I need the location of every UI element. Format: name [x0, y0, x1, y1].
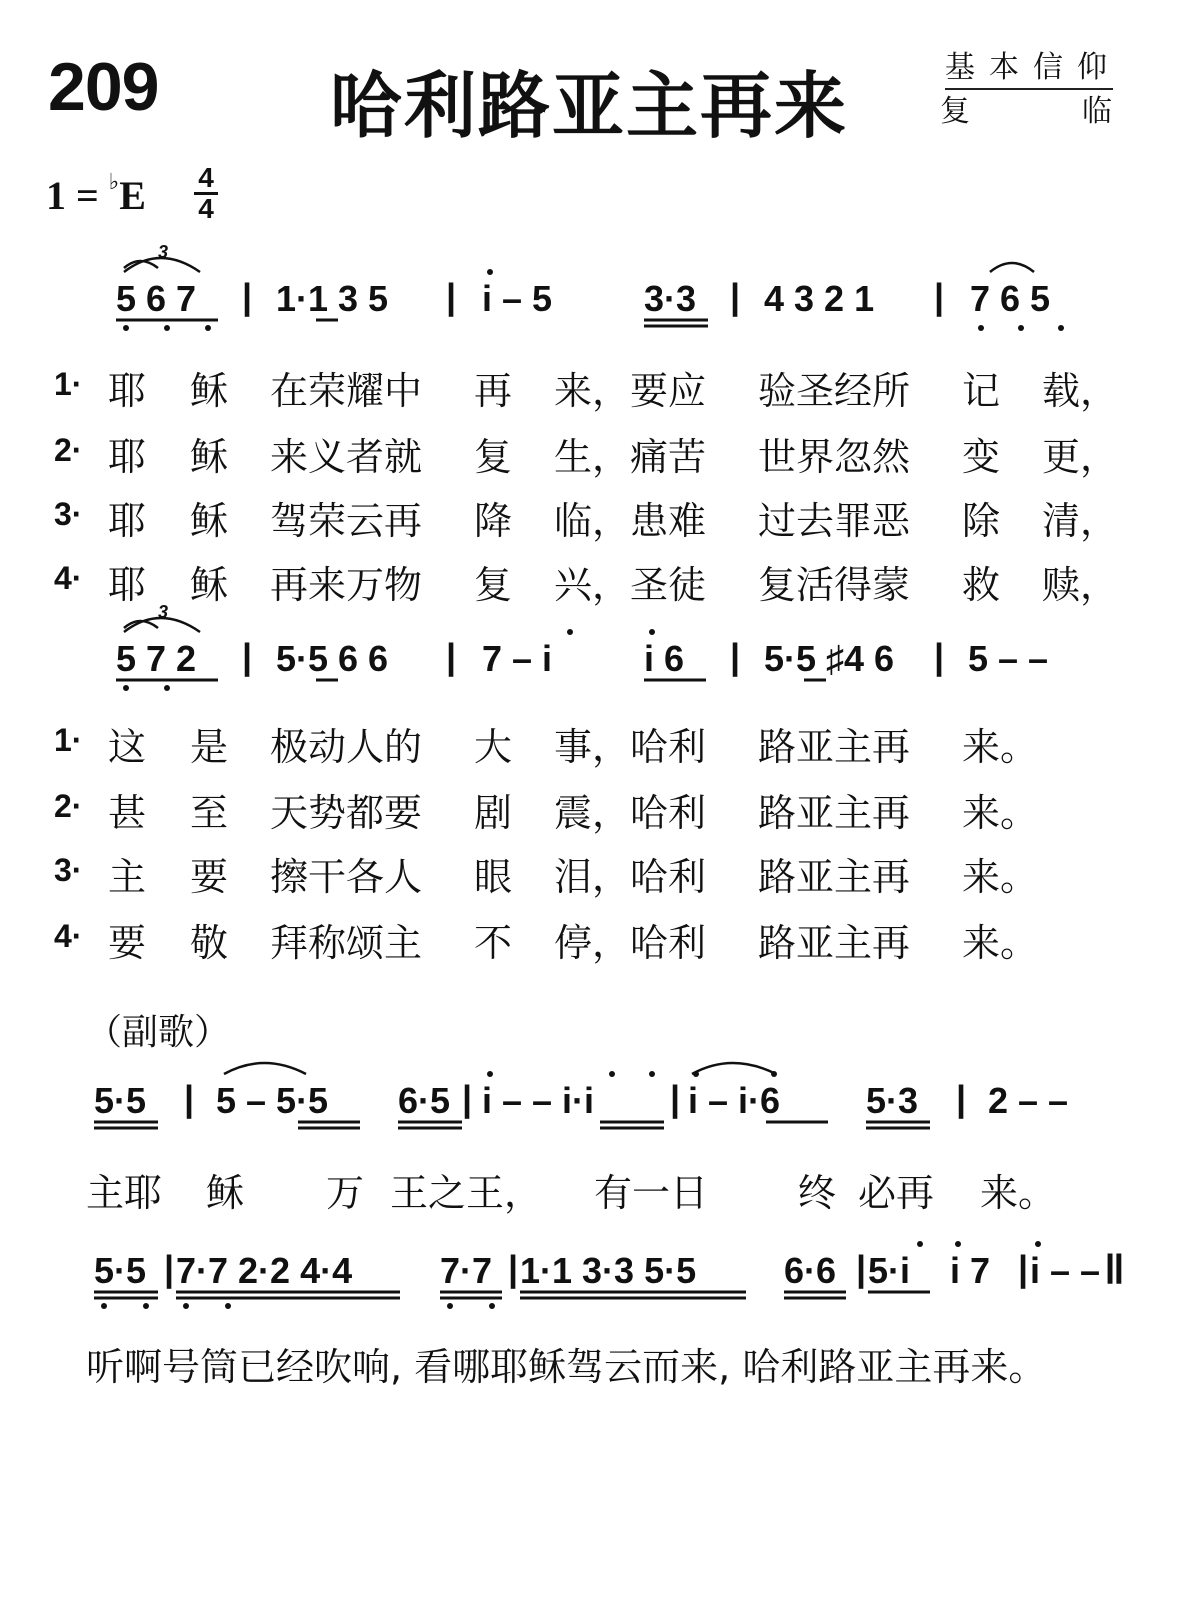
- octave-dot: [1018, 325, 1024, 331]
- verse-b-3-number: 3·: [54, 852, 83, 888]
- octave-dot: [225, 1303, 231, 1309]
- verse-b-2-w2: 天势都要: [270, 791, 423, 835]
- music-line-3-group-4: i – – i·i: [482, 1080, 595, 1121]
- music-line-2-group-6: 5 – –: [968, 638, 1049, 679]
- music-line-4-group-7: i 7: [950, 1250, 991, 1291]
- verse-a-3-w2: 驾荣云再: [270, 499, 423, 543]
- verse-a-1-w4: 来，要应: [554, 369, 707, 413]
- music-line-4-bar-3: |: [856, 1248, 867, 1289]
- tie-mark: [224, 1063, 306, 1074]
- music-line-3-group-3: 6·5: [398, 1080, 451, 1121]
- octave-dot: [164, 685, 170, 691]
- octave-dot: [123, 685, 129, 691]
- octave-dot: [955, 1241, 961, 1247]
- time-top: 4: [198, 162, 214, 193]
- verse-b-2-w5: 路亚主再: [758, 791, 911, 835]
- octave-dot: [609, 1071, 615, 1077]
- music-line-2-group-1: 5 7 2: [116, 638, 197, 679]
- verse-a-4-w5: 复活得蒙: [758, 563, 911, 607]
- verse-b-3-w1: 要: [190, 855, 229, 899]
- music-line-4-group-6: 5·i: [868, 1250, 911, 1291]
- music-line-1-bar-3: |: [730, 276, 741, 317]
- music-line-4-group-5: 6·6: [784, 1250, 837, 1291]
- triplet-mark: 3: [158, 242, 169, 262]
- verse-a-3-w6: 除: [962, 499, 1001, 543]
- music-line-1-group-6: 7 6 5: [970, 278, 1051, 319]
- verse-b-1-w6: 来。: [962, 725, 1039, 769]
- music-line-1-group-5: 4 3 2 1: [764, 278, 875, 319]
- verse-a-4-w6: 救: [962, 563, 1001, 607]
- chorus-lyric-1-w6: 必再: [858, 1171, 935, 1215]
- music-line-2-bar-3: |: [730, 636, 741, 677]
- verse-a-1-w2: 在荣耀中: [270, 369, 423, 413]
- verse-b-2-w4: 震，哈利: [554, 791, 707, 835]
- category-label: 基本信仰: [945, 42, 1113, 90]
- verse-a-4-w3: 复: [474, 563, 513, 607]
- verse-a-2-w2: 来义者就: [270, 435, 423, 479]
- verse-a-4-w7: 赎，: [1042, 563, 1119, 607]
- octave-dot: [649, 1071, 655, 1077]
- verse-a-3-w1: 稣: [190, 499, 229, 543]
- verse-b-3-w3: 眼: [474, 855, 513, 899]
- music-line-2-bar-2: |: [446, 636, 457, 677]
- octave-dot: [143, 1303, 149, 1309]
- music-line-3-bar-1: |: [184, 1078, 195, 1119]
- chorus-lyric-1-w5: 终: [798, 1171, 837, 1215]
- music-line-1-bar-2: |: [446, 276, 457, 317]
- music-line-3-bar-2: |: [462, 1078, 473, 1119]
- verse-b-4-w6: 来。: [962, 921, 1039, 965]
- music-line-1-group-4: 3·3: [644, 278, 697, 319]
- flat-sign: ♭: [108, 168, 120, 194]
- music-line-3-group-6: 5·3: [866, 1080, 919, 1121]
- music-line-2-group-5: 5·5 ♯4 6: [764, 638, 895, 679]
- music-line-4-group-8: i – –: [1030, 1250, 1101, 1291]
- verse-b-1-w0: 这: [108, 725, 147, 769]
- octave-dot: [489, 1303, 495, 1309]
- verse-b-1-w2: 极动人的: [270, 725, 423, 769]
- time-bottom: 4: [198, 193, 214, 224]
- verse-b-3-w4: 泪，哈利: [554, 855, 707, 899]
- verse-a-2-w3: 复: [474, 435, 513, 479]
- hymn-title: 哈利路亚主再来: [330, 64, 849, 148]
- music-line-3-group-2: 5 – 5·5: [216, 1080, 329, 1121]
- verse-a-1-number: 1·: [54, 366, 83, 402]
- verse-b-4-w1: 敬: [190, 921, 229, 965]
- verse-b-4-w5: 路亚主再: [758, 921, 911, 965]
- music-line-4-bar-4: |: [1018, 1248, 1029, 1289]
- verse-a-3-w7: 清，: [1042, 499, 1119, 543]
- verse-a-2-w4: 生，痛苦: [554, 435, 707, 479]
- verse-a-3-w3: 降: [474, 499, 513, 543]
- chorus-lyric-1-w0: 主耶: [86, 1171, 163, 1215]
- octave-dot: [164, 325, 170, 331]
- music-line-4-group-2: 7·7 2·2 4·4: [176, 1250, 353, 1291]
- verse-a-4-w1: 稣: [190, 563, 229, 607]
- verse-a-4-w2: 再来万物: [270, 563, 423, 607]
- subcategory-left: 复: [940, 94, 970, 129]
- music-line-4-group-3: 7·7: [440, 1250, 493, 1291]
- key-note: 1 =: [46, 173, 109, 218]
- final-barline: ‖: [1104, 1246, 1125, 1293]
- verse-b-4-number: 4·: [54, 918, 83, 954]
- chorus-lyric-1-w3: 王之王，: [390, 1171, 543, 1215]
- octave-dot: [771, 1071, 777, 1077]
- verse-b-1-w3: 大: [474, 725, 513, 769]
- verse-b-3-w5: 路亚主再: [758, 855, 911, 899]
- verse-b-3-w6: 来。: [962, 855, 1039, 899]
- music-line-1-group-2: 1·1 3 5: [276, 278, 389, 319]
- chorus-lyric-1-w2: 万: [326, 1171, 365, 1215]
- octave-dot: [205, 325, 211, 331]
- music-line-3-group-7: 2 – –: [988, 1080, 1069, 1121]
- music-line-2-group-2: 5·5 6 6: [276, 638, 389, 679]
- music-line-2-group-3: 7 – i: [482, 638, 553, 679]
- verse-a-2-number: 2·: [54, 432, 83, 468]
- verse-a-1-w3: 再: [474, 369, 513, 413]
- octave-dot: [123, 325, 129, 331]
- octave-dot: [487, 269, 493, 275]
- verse-b-2-w1: 至: [190, 791, 229, 835]
- tie-mark: [692, 1063, 776, 1074]
- verse-a-3-number: 3·: [54, 496, 83, 532]
- triplet-mark: 3: [158, 602, 169, 622]
- verse-b-1-w4: 事，哈利: [554, 725, 707, 769]
- chorus-lyric-1-w7: 来。: [980, 1171, 1057, 1215]
- music-line-1-bar-4: |: [934, 276, 945, 317]
- music-line-1-bar-1: |: [242, 276, 253, 317]
- verse-a-4-w4: 兴，圣徒: [554, 563, 707, 607]
- verse-b-2-w6: 来。: [962, 791, 1039, 835]
- verse-a-1-w1: 稣: [190, 369, 229, 413]
- verse-a-2-w0: 耶: [108, 435, 147, 479]
- chorus-lyric-1-w1: 稣: [206, 1171, 245, 1215]
- verse-b-2-w3: 剧: [474, 791, 513, 835]
- music-line-4-group-1: 5·5: [94, 1250, 147, 1291]
- music-line-4-bar-2: |: [508, 1248, 519, 1289]
- octave-dot: [447, 1303, 453, 1309]
- verse-a-1-w5: 验圣经所: [758, 369, 911, 413]
- verse-b-4-w4: 停，哈利: [554, 921, 707, 965]
- verse-a-4-w0: 耶: [108, 563, 147, 607]
- music-line-2-bar-1: |: [242, 636, 253, 677]
- octave-dot: [1058, 325, 1064, 331]
- music-line-1-group-3: i – 5: [482, 278, 553, 319]
- verse-b-4-w3: 不: [474, 921, 513, 965]
- verse-a-2-w7: 更，: [1042, 435, 1119, 479]
- music-line-3-bar-4: |: [956, 1078, 967, 1119]
- verse-b-2-number: 2·: [54, 788, 83, 824]
- octave-dot: [487, 1071, 493, 1077]
- key-letter: E: [119, 173, 146, 218]
- verse-b-1-number: 1·: [54, 722, 83, 758]
- verse-b-4-w2: 拜称颂主: [270, 921, 423, 965]
- chorus-label: （副歌）: [86, 1012, 231, 1053]
- octave-dot: [1035, 1241, 1041, 1247]
- music-line-2-bar-4: |: [934, 636, 945, 677]
- octave-dot: [183, 1303, 189, 1309]
- verse-a-2-w1: 稣: [190, 435, 229, 479]
- verse-b-2-w0: 甚: [108, 791, 147, 835]
- chorus-lyric-2: 听啊号筒已经吹响, 看哪耶稣驾云而来, 哈利路亚主再来。: [86, 1345, 1047, 1389]
- octave-dot: [917, 1241, 923, 1247]
- hymn-number: 209: [48, 49, 159, 125]
- music-line-3-group-5: i – i·6: [688, 1080, 781, 1121]
- verse-a-1-w6: 记: [962, 369, 1001, 413]
- verse-b-3-w0: 主: [108, 855, 147, 899]
- verse-a-2-w6: 变: [962, 435, 1001, 479]
- music-line-3-group-1: 5·5: [94, 1080, 147, 1121]
- music-line-2-group-4: i 6: [644, 638, 685, 679]
- octave-dot: [567, 629, 573, 635]
- music-line-3-bar-3: |: [670, 1078, 681, 1119]
- verse-a-3-w0: 耶: [108, 499, 147, 543]
- verse-b-3-w2: 擦干各人: [270, 855, 423, 899]
- music-line-1-group-1: 5 6 7: [116, 278, 197, 319]
- music-line-4-group-4: 1·1 3·3 5·5: [520, 1250, 697, 1291]
- octave-dot: [649, 629, 655, 635]
- music-line-4-bar-1: |: [164, 1248, 175, 1289]
- verse-b-1-w1: 是: [190, 725, 229, 769]
- verse-a-2-w5: 世界忽然: [758, 435, 911, 479]
- verse-a-4-number: 4·: [54, 560, 83, 596]
- verse-b-4-w0: 要: [108, 921, 147, 965]
- octave-dot: [693, 1071, 699, 1077]
- verse-b-1-w5: 路亚主再: [758, 725, 911, 769]
- slur-mark: [990, 263, 1034, 272]
- octave-dot: [978, 325, 984, 331]
- verse-a-1-w0: 耶: [108, 369, 147, 413]
- chorus-lyric-1-w4: 有一日: [594, 1171, 709, 1215]
- subcategory-right: 临: [1082, 94, 1112, 129]
- octave-dot: [101, 1303, 107, 1309]
- verse-a-1-w7: 载，: [1042, 369, 1119, 413]
- verse-a-3-w5: 过去罪恶: [758, 499, 911, 543]
- verse-a-3-w4: 临，患难: [554, 499, 707, 543]
